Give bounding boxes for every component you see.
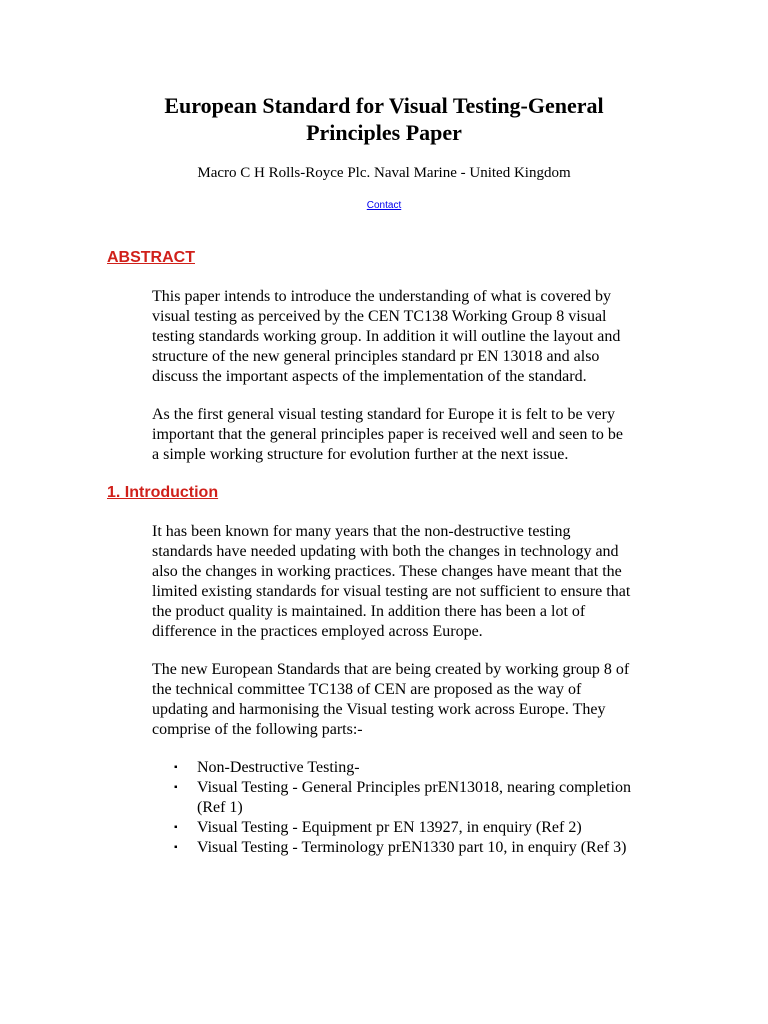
introduction-heading: 1. Introduction	[107, 484, 219, 501]
title-line: European Standard for Visual Testing-General	[164, 93, 604, 118]
text-line: important that the general principles paper is received well and seen to be	[152, 426, 623, 443]
contact-link[interactable]: Contact	[366, 200, 402, 211]
introduction-paragraph-1	[152, 522, 664, 642]
list-item-text: Visual Testing - General Principles prEN13018, nearing completion	[197, 779, 631, 796]
author-line: Macro C H Rolls-Royce Plc. Naval Marine - United Kingdom	[197, 165, 571, 181]
text-line: the product quality is maintained. In addition there has been a lot of	[152, 603, 586, 620]
square-bullet-icon: ▪	[174, 782, 178, 793]
list-item	[152, 778, 672, 818]
document-title	[100, 92, 668, 146]
text-line: also the changes in working practices. These changes have meant that the	[152, 563, 622, 580]
list-item-text: Visual Testing - Terminology prEN1330 part 10, in enquiry (Ref 3)	[197, 839, 627, 856]
list-item-text: Visual Testing - Equipment pr EN 13927, in enquiry (Ref 2)	[197, 819, 582, 836]
standards-parts-list	[152, 758, 672, 858]
abstract-heading: ABSTRACT	[107, 249, 195, 266]
square-bullet-icon: ▪	[174, 822, 178, 833]
text-line: It has been known for many years that the non-destructive testing	[152, 523, 571, 540]
text-line: limited existing standards for visual testing are not sufficient to ensure that	[152, 583, 631, 600]
list-item-text: Non-Destructive Testing-	[197, 759, 360, 776]
contact-line	[100, 199, 668, 213]
text-line: This paper intends to introduce the understanding of what is covered by	[152, 288, 611, 305]
text-line: structure of the new general principles standard pr EN 13018 and also	[152, 348, 600, 365]
text-line: visual testing as perceived by the CEN TC138 Working Group 8 visual	[152, 308, 607, 325]
abstract-paragraph-1	[152, 287, 664, 387]
text-line: difference in the practices employed across Europe.	[152, 623, 483, 640]
square-bullet-icon: ▪	[174, 762, 178, 773]
introduction-paragraph-2	[152, 660, 664, 740]
text-line: a simple working structure for evolution further at the next issue.	[152, 446, 569, 463]
text-line: updating and harmonising the Visual testing work across Europe. They	[152, 701, 606, 718]
list-item-text: (Ref 1)	[197, 799, 243, 816]
text-line: discuss the important aspects of the implementation of the standard.	[152, 368, 587, 385]
list-item	[152, 838, 672, 858]
text-line: comprise of the following parts:-	[152, 721, 363, 738]
list-item	[152, 758, 672, 778]
square-bullet-icon: ▪	[174, 842, 178, 853]
text-line: As the first general visual testing standard for Europe it is felt to be very	[152, 406, 615, 423]
text-line: standards have needed updating with both the changes in technology and	[152, 543, 619, 560]
text-line: testing standards working group. In addition it will outline the layout and	[152, 328, 621, 345]
text-line: the technical committee TC138 of CEN are proposed as the way of	[152, 681, 582, 698]
text-line: The new European Standards that are being created by working group 8 of	[152, 661, 630, 678]
list-item	[152, 818, 672, 838]
title-line: Principles Paper	[306, 120, 462, 145]
abstract-paragraph-2	[152, 405, 664, 465]
